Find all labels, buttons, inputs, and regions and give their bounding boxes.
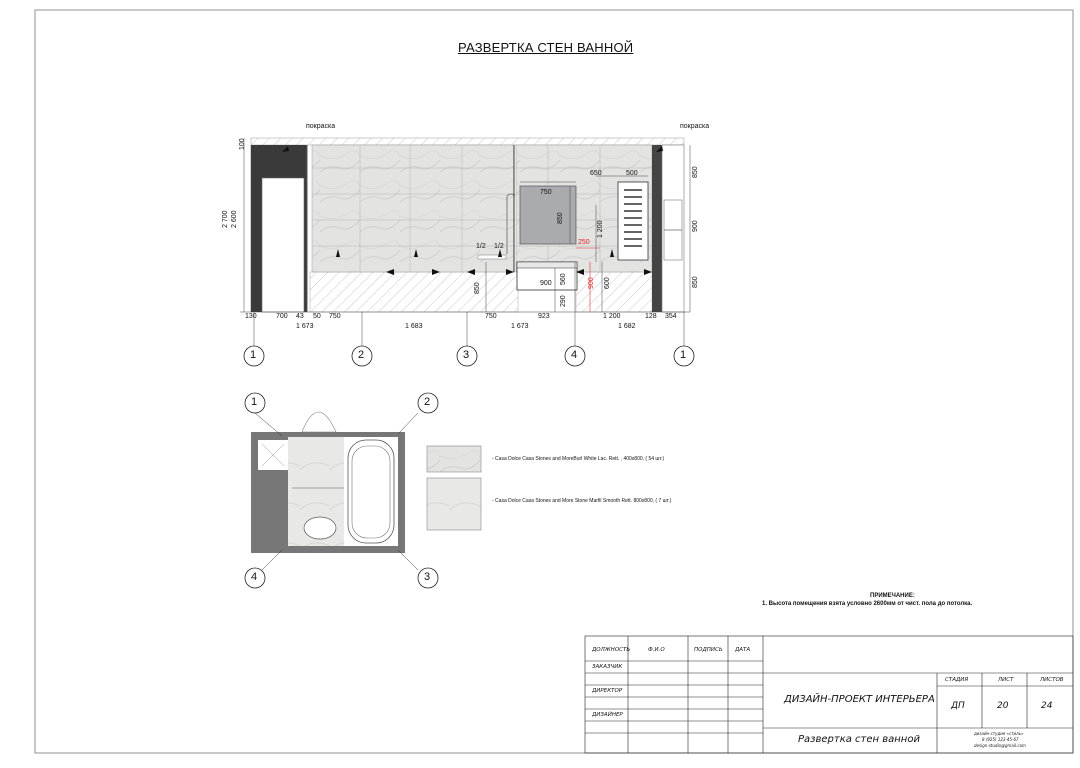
- bottom-dim-354: 354: [665, 313, 677, 320]
- wall-length-2: 1 683: [405, 323, 423, 330]
- stamp-studio-email: design-studio@gmail.com: [974, 743, 1026, 748]
- dim-half-1: 1/2: [476, 243, 486, 250]
- stamp-role-director: ДИРЕКТОР: [592, 688, 623, 694]
- sheet-border: [35, 10, 1073, 753]
- right-dim-850-top: 850: [692, 166, 699, 178]
- stamp-header-signature: ПОДПИСЬ: [694, 647, 723, 653]
- stamp-sheet-name: Развертка стен ванной: [798, 734, 920, 745]
- bottom-dim-750-a: 750: [329, 313, 341, 320]
- stamp-studio-name: дизайн-студия «стиль»: [974, 731, 1024, 736]
- vanity-width-dim: 900: [540, 280, 552, 287]
- legend-item-1: - Casa Dolce Casa Stones and MoreBurl White Lac. Rett. , 400x800, ( 54 шт.): [492, 456, 665, 462]
- dim-half-2: 1/2: [494, 243, 504, 250]
- stamp-stage-label: СТАДИЯ: [945, 677, 969, 683]
- stamp-header-date: ДАТА: [735, 647, 751, 653]
- stamp-role-designer: ДИЗАЙНЕР: [592, 712, 623, 718]
- wall-length-4: 1 682: [618, 323, 636, 330]
- height-dim-2600: 2 600: [231, 210, 238, 228]
- stamp-sheet-label: ЛИСТ: [998, 677, 1014, 683]
- bottom-dim-128: 128: [645, 313, 657, 320]
- wall-2-tiles: [312, 145, 514, 272]
- washbasin: [304, 517, 336, 539]
- axis-marker-3: 3: [463, 349, 470, 361]
- bottom-dim-130: 130: [245, 313, 257, 320]
- mirror-height-dim: 850: [557, 212, 564, 224]
- stamp-sheet-value: 20: [997, 701, 1009, 711]
- dim-560: 560: [560, 273, 567, 285]
- stamp-role-client: ЗАКАЗЧИК: [592, 664, 623, 670]
- right-dim-850-bottom: 850: [692, 276, 699, 288]
- door-swing: [302, 412, 336, 432]
- plan-marker-2: 2: [424, 396, 431, 408]
- dim-650: 650: [590, 170, 602, 177]
- plan-marker-3: 3: [424, 571, 431, 583]
- dim-850-vanity-height: 850: [474, 282, 481, 294]
- stamp-header-role: ДОЛЖНОСТЬ: [592, 647, 631, 653]
- bottom-dim-750-b: 750: [485, 313, 497, 320]
- dim-500: 500: [626, 170, 638, 177]
- bottom-dim-43: 43: [296, 313, 304, 320]
- height-dim-100: 100: [239, 138, 246, 150]
- towel-radiator: [618, 182, 648, 260]
- note-heading: ПРИМЕЧАНИЕ:: [870, 593, 915, 599]
- plan-marker-1: 1: [251, 396, 258, 408]
- stamp-studio-phone: 8 (925) 123-45-67: [982, 737, 1019, 742]
- axis-marker-1-right: 1: [680, 349, 687, 361]
- axis-marker-2: 2: [358, 349, 365, 361]
- legend-swatch-2: [427, 478, 481, 530]
- plan-marker-4: 4: [251, 571, 258, 583]
- dim-600: 600: [604, 277, 611, 289]
- right-dim-900: 900: [692, 220, 699, 232]
- bottom-dim-1200: 1 200: [603, 313, 621, 320]
- legend-item-2: - Casa Dolce Casa Stones and More Stone Marfil Smooth Rett. 800x800, ( 7 шт.): [492, 498, 672, 504]
- stamp-project-title: ДИЗАЙН-ПРОЕКТ ИНТЕРЬЕРА: [784, 694, 935, 705]
- stamp-sheets-value: 24: [1041, 701, 1053, 711]
- height-dim-2700: 2 700: [222, 210, 229, 228]
- stamp-sheets-label: ЛИСТОВ: [1040, 677, 1064, 683]
- wall-length-1: 1 673: [296, 323, 314, 330]
- door-opening: [262, 178, 304, 312]
- note-text: 1. Высота помещения взята условно 2600мм от чист. пола до потолка.: [762, 601, 973, 607]
- wall-elevation: [240, 138, 690, 346]
- wall-length-3: 1 673: [511, 323, 529, 330]
- paint-label-left: покраска: [306, 123, 336, 130]
- dim-290: 290: [560, 295, 567, 307]
- mirror-width-dim: 750: [540, 189, 552, 196]
- stamp-header-name: Ф.И.О: [648, 647, 665, 653]
- dim-1200-vertical: 1 200: [597, 220, 604, 238]
- bathtub: [348, 440, 394, 543]
- legend-swatch-1: [427, 446, 481, 472]
- axis-marker-4: 4: [571, 349, 578, 361]
- dim-900-red: 900: [588, 277, 595, 289]
- page-title: РАЗВЕРТКА СТЕН ВАННОЙ: [458, 40, 634, 55]
- stamp-stage-value: ДП: [951, 701, 965, 711]
- paint-label-right: покраска: [680, 123, 710, 130]
- floor-plan: [251, 412, 418, 570]
- dim-250-red: 250: [578, 239, 590, 246]
- bottom-dim-50: 50: [313, 313, 321, 320]
- bottom-dim-923: 923: [538, 313, 550, 320]
- axis-marker-1-left: 1: [250, 349, 257, 361]
- bottom-dim-700: 700: [276, 313, 288, 320]
